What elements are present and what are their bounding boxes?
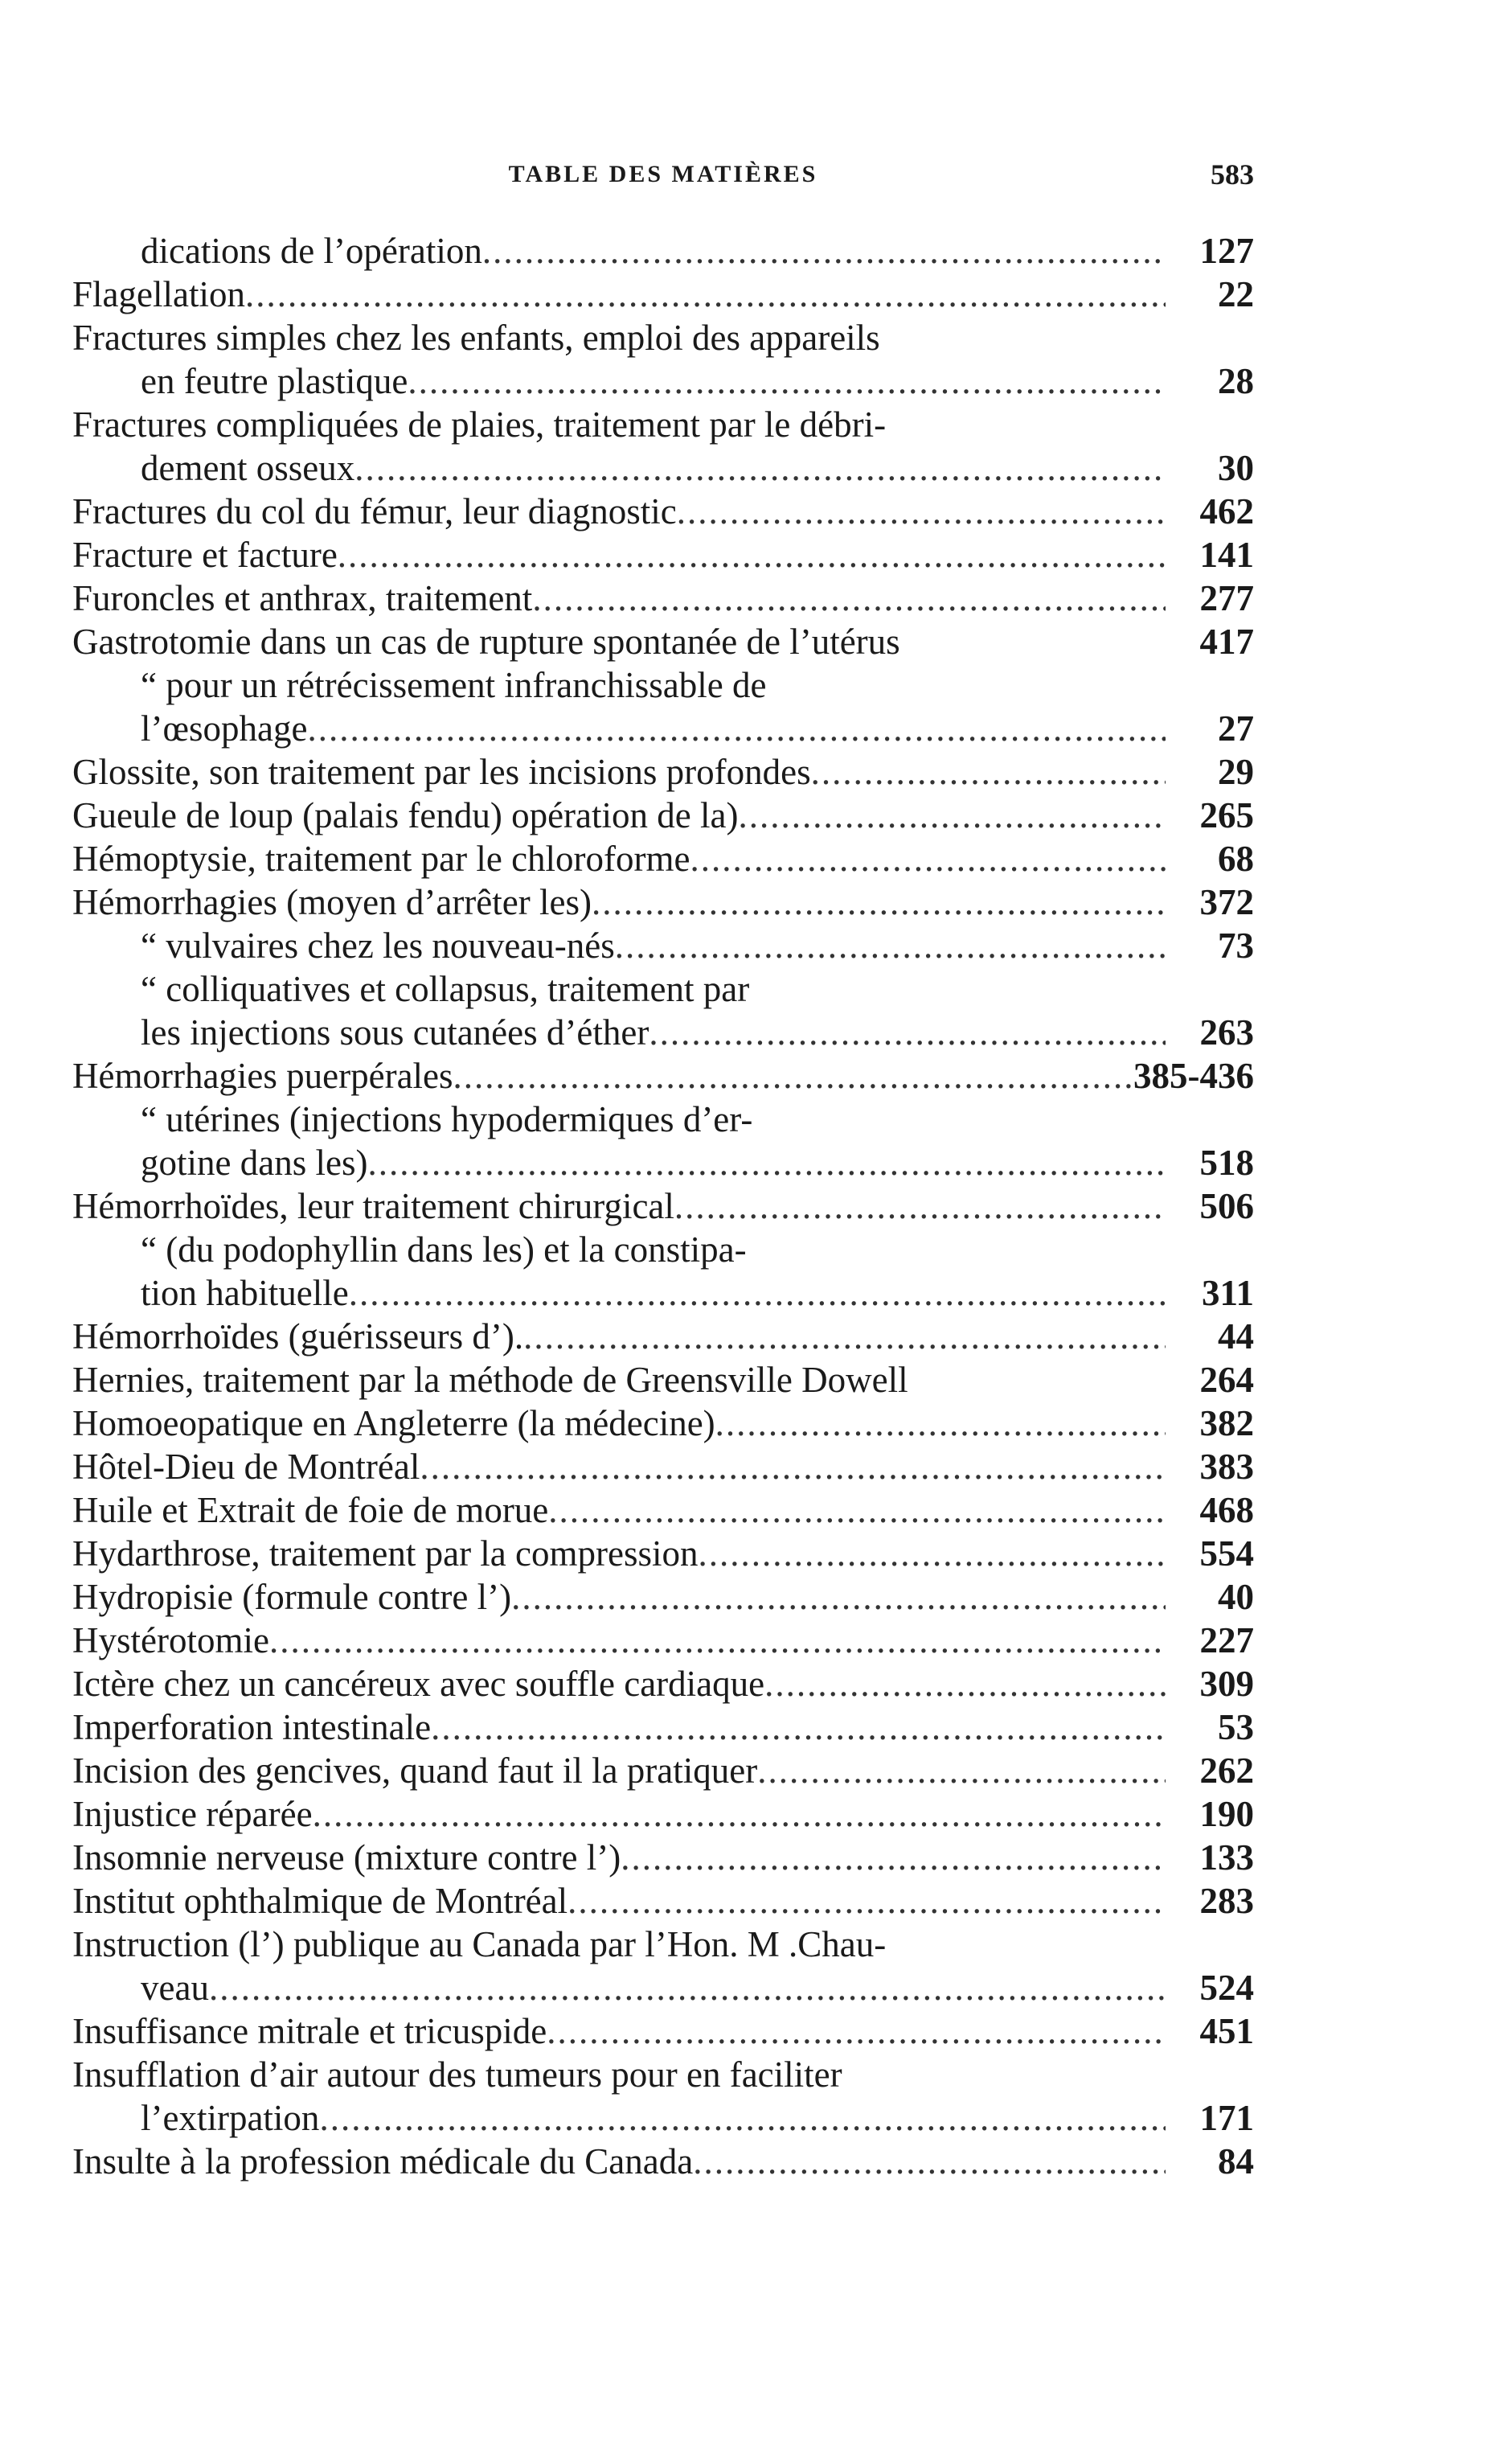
- entry-text: Fracture et facture: [72, 535, 338, 575]
- entry-page-number: 73: [1218, 926, 1254, 966]
- entry-page-number: 127: [1199, 231, 1254, 271]
- index-entry: [72, 750, 1254, 794]
- entry-text: Flagellation: [72, 274, 245, 314]
- index-entry: [72, 967, 1254, 1011]
- index-entry: [72, 1315, 1254, 1358]
- index-entry: [72, 1184, 1254, 1228]
- entry-page-number: 462: [1199, 491, 1254, 532]
- index-entry: [72, 1792, 1254, 1836]
- index-entry: [72, 2053, 1254, 2096]
- index-entry: [72, 1836, 1254, 1879]
- entry-text: Hydarthrose, traitement par la compression: [72, 1533, 699, 1574]
- dot-leader: [313, 1792, 1166, 1836]
- entry-page-number: 84: [1218, 2141, 1254, 2181]
- entry-page-number: 383: [1199, 1447, 1254, 1487]
- dot-leader: [511, 1575, 1166, 1619]
- dot-leader: [547, 2009, 1166, 2053]
- index-entry: [72, 707, 1254, 750]
- dot-leader: [674, 1184, 1166, 1228]
- dot-leader: [615, 924, 1166, 967]
- entry-text: tion habituelle: [141, 1273, 349, 1313]
- entry-text: veau: [141, 1968, 209, 2008]
- index-entry: [72, 1619, 1254, 1662]
- entry-text: Instruction (l’) publique au Canada par l’Hon. M .Chau-: [72, 1924, 887, 1964]
- dot-leader: [693, 2140, 1166, 2183]
- entry-page-number: 506: [1199, 1186, 1254, 1226]
- dot-leader: [764, 1662, 1166, 1705]
- dot-leader: [408, 359, 1166, 403]
- dot-leader: [245, 273, 1166, 316]
- entry-text: Insomnie nerveuse (mixture contre l’): [72, 1837, 621, 1878]
- index-entry: [72, 620, 1254, 663]
- entry-page-number: 190: [1199, 1794, 1254, 1834]
- entry-text: Huile et Extrait de foie de morue: [72, 1490, 549, 1530]
- index-entry: [72, 880, 1254, 924]
- entry-page-number: 264: [1199, 1360, 1254, 1400]
- entry-page-number: 29: [1218, 752, 1254, 792]
- entry-page-number: 451: [1199, 2011, 1254, 2051]
- entry-text: Fractures compliquées de plaies, traitement par le débri-: [72, 404, 887, 445]
- entry-text: Insuffisance mitrale et tricuspide: [72, 2011, 547, 2051]
- entry-page-number: 524: [1199, 1968, 1254, 2008]
- index-entry: [72, 1228, 1254, 1271]
- dot-leader: [757, 1749, 1166, 1792]
- index-entry: [72, 1358, 1254, 1402]
- index-entry: [72, 1271, 1254, 1315]
- entry-page-number: 309: [1199, 1664, 1254, 1704]
- index-entry: [72, 1662, 1254, 1705]
- entry-text: “ utérines (injections hypodermiques d’er-: [141, 1099, 753, 1139]
- entry-text: Hémorrhoïdes, leur traitement chirurgical: [72, 1186, 674, 1226]
- entry-text: Injustice réparée: [72, 1794, 313, 1834]
- entry-text: “ (du podophyllin dans les) et la constipa-: [141, 1229, 747, 1270]
- entry-page-number: 554: [1199, 1533, 1254, 1574]
- entry-page-number: 311: [1201, 1273, 1254, 1313]
- entry-page-number: 28: [1218, 361, 1254, 401]
- index-entry: [72, 1445, 1254, 1488]
- entry-page-number: 227: [1199, 1620, 1254, 1660]
- entry-text: gotine dans les): [141, 1143, 368, 1183]
- index-entry: [72, 1966, 1254, 2009]
- dot-leader: [209, 1966, 1166, 2009]
- dot-leader: [354, 446, 1166, 490]
- index-entry: [72, 837, 1254, 880]
- index-entry: [72, 2096, 1254, 2140]
- entry-text: Ictère chez un cancéreux avec souffle cardiaque: [72, 1664, 765, 1704]
- dot-leader: [349, 1271, 1166, 1315]
- entry-text: Furoncles et anthrax, traitement: [72, 578, 533, 618]
- dot-leader: [649, 1011, 1166, 1054]
- running-title: TABLE DES MATIÈRES: [508, 161, 818, 187]
- entry-page-number: 27: [1218, 708, 1254, 749]
- index-entry: [72, 533, 1254, 577]
- entry-page-number: 417: [1199, 622, 1254, 662]
- entry-text: Hémorrhoïdes (guérisseurs d’).: [72, 1316, 524, 1356]
- dot-leader: [269, 1619, 1166, 1662]
- entry-page-number: 283: [1199, 1881, 1254, 1921]
- entry-page-number: 468: [1199, 1490, 1254, 1530]
- entry-text: “ pour un rétrécissement infranchissable de: [141, 665, 767, 705]
- entry-text: Institut ophthalmique de Montréal: [72, 1881, 568, 1921]
- index-entry: [72, 359, 1254, 403]
- entry-text: Imperforation intestinale: [72, 1707, 432, 1747]
- entry-page-number: 262: [1199, 1751, 1254, 1791]
- entry-text: Fractures du col du fémur, leur diagnostic: [72, 491, 677, 532]
- entry-page-number: 372: [1199, 882, 1254, 922]
- dot-leader: [690, 837, 1166, 880]
- entry-page-number: 22: [1218, 274, 1254, 314]
- dot-leader: [338, 533, 1166, 577]
- dot-leader: [621, 1836, 1166, 1879]
- entry-page-number: 263: [1199, 1012, 1254, 1053]
- dot-leader: [568, 1879, 1166, 1923]
- index-entry: [72, 794, 1254, 837]
- index-entry: [72, 663, 1254, 707]
- entry-page-number: 518: [1199, 1143, 1254, 1183]
- index-entry: [72, 2009, 1254, 2053]
- index-entry: [72, 229, 1254, 273]
- index-entry: [72, 446, 1254, 490]
- dot-leader: [677, 490, 1166, 533]
- index-entry: [72, 1141, 1254, 1184]
- dot-leader: [523, 1315, 1166, 1358]
- entry-text: Hémorrhagies puerpérales: [72, 1056, 453, 1096]
- dot-leader: [811, 750, 1166, 794]
- index-entry: [72, 1054, 1254, 1098]
- dot-leader: [548, 1488, 1166, 1532]
- index-list: [72, 229, 1254, 2183]
- index-entry: [72, 577, 1254, 620]
- entry-page-number: 68: [1218, 839, 1254, 879]
- index-entry: [72, 924, 1254, 967]
- entry-text: Hémorrhagies (moyen d’arrêter les): [72, 882, 592, 922]
- entry-page-number: 265: [1199, 795, 1254, 835]
- entry-text: Fractures simples chez les enfants, emploi des appareils: [72, 318, 880, 358]
- index-entry: [72, 490, 1254, 533]
- entry-text: Incision des gencives, quand faut il la pratiquer: [72, 1751, 758, 1791]
- index-entry: [72, 1011, 1254, 1054]
- dot-leader: [532, 577, 1166, 620]
- index-entry: [72, 2140, 1254, 2183]
- index-entry: [72, 1402, 1254, 1445]
- dot-leader: [453, 1054, 1133, 1098]
- entry-page-number: 277: [1199, 578, 1254, 618]
- entry-text: Insufflation d’air autour des tumeurs pour en faciliter: [72, 2054, 842, 2095]
- dot-leader: [592, 880, 1166, 924]
- entry-text: les injections sous cutanées d’éther: [141, 1012, 649, 1053]
- entry-text: Hydropisie (formule contre l’): [72, 1577, 512, 1617]
- index-entry: [72, 1098, 1254, 1141]
- entry-text: Hystérotomie: [72, 1620, 269, 1660]
- dot-leader: [699, 1532, 1166, 1575]
- entry-text: l’extirpation: [141, 2098, 320, 2138]
- entry-text: Glossite, son traitement par les incisions profondes: [72, 752, 811, 792]
- entry-page-number: 141: [1199, 535, 1254, 575]
- entry-page-number: 53: [1218, 1707, 1254, 1747]
- entry-text: Hémoptysie, traitement par le chloroforme: [72, 839, 690, 879]
- entry-page-number: 171: [1199, 2098, 1254, 2138]
- dot-leader: [420, 1445, 1166, 1488]
- entry-text: Insulte à la profession médicale du Canada: [72, 2141, 694, 2181]
- page-number: 583: [1211, 158, 1254, 191]
- dot-leader: [367, 1141, 1166, 1184]
- index-entry: [72, 1532, 1254, 1575]
- dot-leader: [319, 2096, 1166, 2140]
- dot-leader: [482, 229, 1166, 273]
- index-entry: [72, 273, 1254, 316]
- entry-text: Homoeopatique en Angleterre (la médecine): [72, 1403, 715, 1443]
- entry-text: “ colliquatives et collapsus, traitement par: [141, 969, 750, 1009]
- index-entry: [72, 316, 1254, 359]
- entry-text: “ vulvaires chez les nouveau-nés: [141, 926, 615, 966]
- entry-page-number: 382: [1199, 1403, 1254, 1443]
- index-entry: [72, 1923, 1254, 1966]
- dot-leader: [715, 1402, 1166, 1445]
- entry-page-number: 30: [1218, 448, 1254, 488]
- entry-text: dications de l’opération: [141, 231, 482, 271]
- page-header: [72, 158, 1254, 201]
- index-entry: [72, 1749, 1254, 1792]
- entry-text: Hôtel-Dieu de Montréal: [72, 1447, 420, 1487]
- index-entry: [72, 1879, 1254, 1923]
- entry-page-number: 40: [1218, 1577, 1254, 1617]
- index-entry: [72, 1705, 1254, 1749]
- dot-leader: [431, 1705, 1166, 1749]
- entry-page-number: 385-436: [1133, 1056, 1254, 1096]
- entry-text: Hernies, traitement par la méthode de Greensville Dowell: [72, 1360, 908, 1400]
- entry-text: en feutre plastique: [141, 361, 408, 401]
- entry-text: Gueule de loup (palais fendu) opération de la): [72, 795, 739, 835]
- entry-text: Gastrotomie dans un cas de rupture spontanée de l’utérus: [72, 622, 900, 662]
- dot-leader: [738, 794, 1166, 837]
- entry-text: l’œsophage: [141, 708, 308, 749]
- entry-page-number: 133: [1199, 1837, 1254, 1878]
- dot-leader: [307, 707, 1166, 750]
- entry-text: dement osseux: [141, 448, 355, 488]
- index-entry: [72, 403, 1254, 446]
- index-entry: [72, 1575, 1254, 1619]
- index-entry: [72, 1488, 1254, 1532]
- entry-page-number: 44: [1218, 1316, 1254, 1356]
